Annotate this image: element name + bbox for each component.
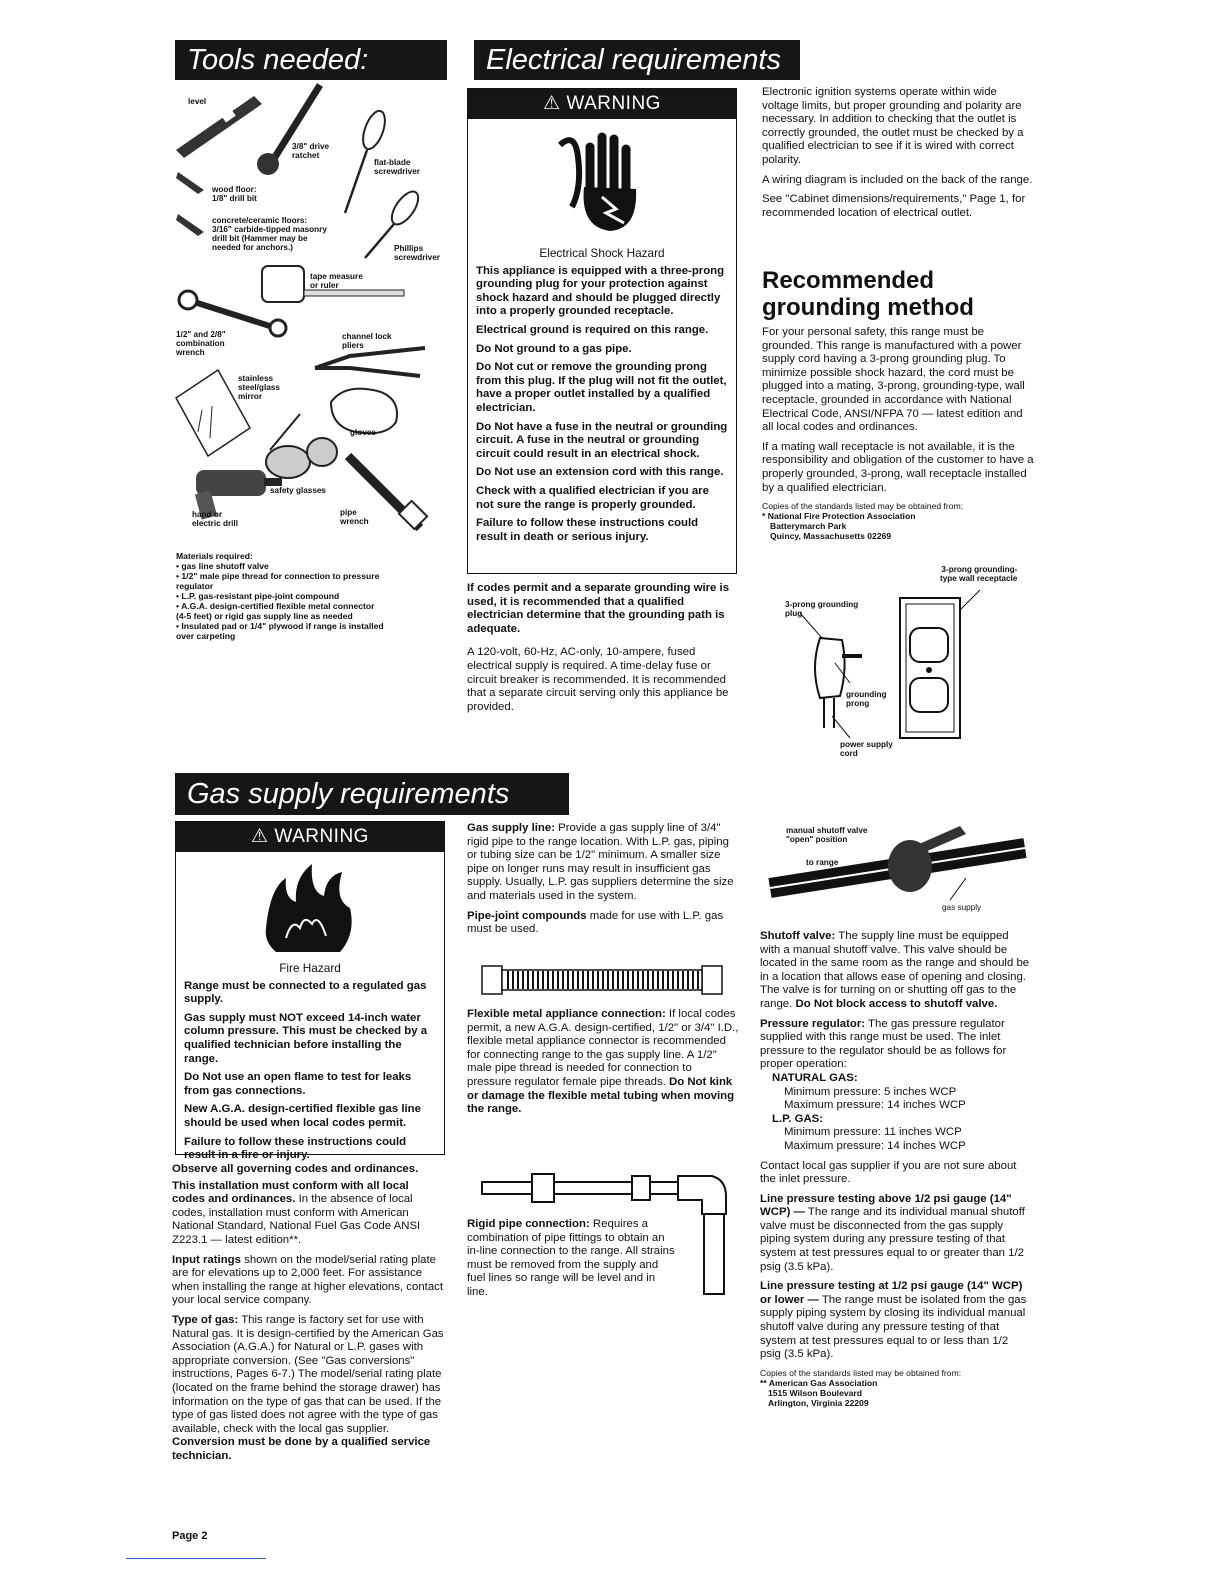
label-level: level [188,97,207,106]
material-item: • 1/2" male pipe thread for connection to pressure regulator [176,571,380,591]
pipe-joint-bold: Pipe-joint compounds [467,909,587,922]
grounding-addr3: Quincy, Massachusetts 02269 [770,531,892,542]
shutoff-bold: Shutoff valve: [760,930,836,942]
label-to-range: to range [806,858,839,867]
footer-rule [126,1558,266,1559]
supply-text: A 120-volt, 60-Hz, AC-only, 10-ampere, fused electrical supply is required. A time-delay fuse or circuit breaker is recommended. It is recommended that a separate circuit serving only this appliance be provided. [467,646,729,713]
label-safety-glasses: safety glasses [270,486,326,495]
conform-bold: This installation must conform with all local codes and ordinances. [172,1179,409,1206]
electrical-heading [474,40,804,80]
electrical-warning-item: Do Not cut or remove the grounding prong from this plug. If the plug will not fit the outlet, have a proper outlet installed by a qualified electrician. [476,361,727,414]
grounding-addr1: * National Fire Protection Association [762,511,916,522]
natural-gas-max: Maximum pressure: 14 inches WCP [784,1099,966,1112]
label-channel-lock: channel lock pliers [342,332,392,350]
supply-line-rest: Provide a gas supply line of 3/4" rigid pipe to the range location. With L.P. gas, piping or tubing size can be 1/2" minimum. A smaller size pipe on longer runs may result in insufficient gas supply. Usually, L.P. gas suppliers determine the size and materials used in the system. [467,822,734,902]
regulator-bold: Pressure regulator: [760,1017,866,1030]
tools-heading-text: Tools needed: [187,44,369,76]
electrical-warning-header [468,89,736,119]
flexible-connector-diagram [482,960,722,1000]
rigid-bold: Rigid pipe connection: [467,1218,590,1230]
above-rest: The range and its individual manual shutoff valve must be disconnected from the gas supply piping system during any pressure testing of that system at test pressures equal to or greater than 1/2 psig (3.5 kPa). [760,1206,1025,1273]
label-tape: tape measure or ruler [310,272,363,290]
gas-warning-box [175,821,445,1162]
material-item: • gas line shutoff valve [176,561,269,571]
electrical-heading-text: Electrical requirements [486,44,781,76]
flexible-rest: If local codes permit, a new A.G.A. design-certified, 1/2" or 3/4" I.D., flexible metal appliance connector is recommended for connecting range to the gas supply line. A 1/2" male pipe thread is needed for connection to pressure regulator female pipe threads. [467,1008,739,1088]
ratchet-icon [250,80,330,180]
grounding-heading [762,267,974,321]
natural-gas-label: NATURAL GAS: [772,1071,858,1084]
electrical-warning-item: Check with a qualified electrician if you are not sure the range is properly grounded. [476,484,709,511]
electrical-warning-item: Electrical ground is required on this range. [476,323,709,336]
flexible-bold: Flexible metal appliance connection: [467,1008,666,1020]
lp-gas-label: L.P. GAS: [772,1112,824,1125]
electrical-warning-item: Do Not ground to a gas pipe. [476,342,632,355]
label-phillips: Phillips screwdriver [394,244,440,262]
gas-warning-item: Range must be connected to a regulated gas supply. [184,979,427,1006]
pipe-joint-para [467,910,739,937]
label-pipe-wrench: pipe wrench [340,508,369,526]
grounding-heading-line1: Recommended [762,267,935,294]
natural-gas-min: Minimum pressure: 5 inches WCP [784,1085,957,1098]
material-item: • L.P. gas-resistant pipe-joint compound [176,591,340,601]
supply-line-para [467,822,739,904]
input-para [172,1254,444,1308]
electrical-warning-item: Do Not use an extension cord with this range. [476,466,724,479]
at-bold: Line pressure testing at 1/2 psi gauge (14" WCP) or lower — [760,1280,1023,1306]
label-mirror: stainless steel/glass mirror [238,374,280,401]
drill-bit-icon [176,170,206,194]
gas-warning-item: New A.G.A. design-certified flexible gas line should be used when local codes permit. [184,1103,421,1129]
rigid-para [467,1218,675,1306]
regulator-para [760,1018,1032,1072]
above-para [760,1193,1032,1275]
gas-heading [175,773,573,815]
shutoff-bold2: Do Not block access to shutoff valve. [795,997,998,1010]
gas-addr3: Arlington, Virginia 22209 [768,1397,869,1408]
cabinet-text: See "Cabinet dimensions/requirements," Page 1, for recommended location of electrical outlet. [762,193,1026,219]
type-bold: Type of gas: [172,1313,239,1326]
input-rest: shown on the model/serial rating plate are for elevations up to 2,000 feet. For assistance when installing the range at higher elevations, contact your local service company. [172,1253,444,1307]
label-wood-floor: wood floor: 1/8" drill bit [212,185,257,203]
masonry-bit-icon [176,212,206,236]
label-prong: grounding prong [846,690,887,708]
material-item: • A.G.A. design-certified flexible metal connector (4-5 feet) or rigid gas supply line as needed [176,601,375,621]
conform-para [172,1180,444,1248]
page-number: Page 2 [172,1530,208,1542]
rigid-rest: Requires a combination of pipe fittings to obtain an in-line connection to the range. All strains must be removed from the supply and fuel lines so range will be level and in line. [467,1218,675,1298]
gas-copies: Copies of the standards listed may be obtained from: [760,1367,962,1378]
label-cord: power supply cord [840,740,893,758]
grounding-text [762,326,1034,541]
warning-triangle-icon: ⚠ [543,93,561,114]
flexible-bold2: Do Not kink or damage the flexible metal tubing when moving the range. [467,1075,735,1116]
electrical-text-col [467,582,739,720]
gas-addr1: ** American Gas Association [760,1377,878,1388]
electrical-right-col [762,86,1034,226]
type-rest: This range is factory set for use with Natural gas. It is design-certified by the American Gas Association (A.G.A.) for Natural or L.P. gases with appropriate conversion. (See "Gas conversions" instructions, Pages 6-7.) The model/serial rating plate (located on the frame behind the storage drawer) has information on the type of gas that can be used. If the type of gas listed does not agree with the type of gas available, check with the local gas supplier. [172,1313,444,1435]
electrical-warning-item: Do Not have a fuse in the neutral or grounding circuit. A fuse in the neutral or grounding circuit could result in an electrical shock. [476,420,728,460]
separate-wire-text: If codes permit and a separate grounding wire is used, it is recommended that a qualified electrician determine that the grounding path is adequate. [467,582,730,635]
grounding-p1: For your personal safety, this range must be grounded. This range is manufactured with a power supply cord having a 3-prong grounding plug. To minimize possible shock hazard, the cord must be plugged into a mating, 3-prong, grounding-type, wall receptacle, grounded in accordance with National Electrical Code, ANSI/NFPA 70 — latest edition and all local codes and ordinances. [762,326,1025,434]
fire-hazard-icon [256,858,366,958]
materials-title: Materials required: [176,551,253,561]
supply-line-bold: Gas supply line: [467,822,555,834]
ignition-text: Electronic ignition systems operate within wide voltage limits, but proper grounding and polarity are necessary. In addition to checking that the outlet is correctly grounded, the outlet must be checked by a qualified electrician to see if it is wired with correct polarity. [762,86,1024,166]
lp-gas-max: Maximum pressure: 14 inches WCP [784,1139,966,1152]
label-flat-blade: flat-blade screwdriver [374,158,420,176]
grounding-copies: Copies of the standards listed may be obtained from: [762,501,964,512]
type-para [172,1314,444,1436]
gas-warning-item: Do Not use an open flame to test for leaks from gas connections. [184,1071,412,1097]
tools-heading [175,40,447,80]
shutoff-rest: The supply line must be equipped with a manual shutoff valve. This valve should be located in the same room as the range and should be in a location that allows ease of opening and closing. The valve is for turning on or shutting off gas to the range. [760,930,1030,1010]
gas-warning-header [176,822,444,852]
contact-text: Contact local gas supplier if you are not sure about the inlet pressure. [760,1159,1017,1186]
electrical-warning-item: Failure to follow these instructions could result in death or serious injury. [476,517,699,543]
label-drill: hand or electric drill [192,510,238,528]
electrical-warning-label: WARNING [566,93,661,114]
receptacle-diagram [790,568,1040,768]
grounding-p2: If a mating wall receptacle is not available, it is the responsibility and obligation of the customer to have a properly grounded, 3-prong, wall receptacle installed by a qualified electrician. [762,440,1034,494]
wiring-text: A wiring diagram is included on the back of the range. [762,173,1033,186]
input-bold: Input ratings [172,1253,241,1266]
gas-hazard-title: Fire Hazard [279,961,341,975]
flexible-para [467,1008,739,1123]
conform-rest: In the absence of local codes, installation must conform with American National Standard, National Fuel Gas Code ANSI Z223.1 — latest edition**. [172,1193,421,1246]
label-gloves: gloves [350,428,376,437]
gas-right-col [760,930,1032,1408]
conversion-text: Conversion must be done by a qualified service technician. [172,1436,431,1462]
lp-gas-min: Minimum pressure: 11 inches WCP [784,1126,962,1139]
electrical-hazard-title: Electrical Shock Hazard [539,246,665,260]
at-rest: The range must be isolated from the gas supply piping system by closing its individual manual shutoff valve during any pressure testing of that system at test pressures equal to or less than 1/2 psig (3.5 kPa). [760,1293,1027,1361]
materials-list [176,551,426,641]
regulator-rest: The gas pressure regulator supplied with this range must be used. The inlet pressure to the regulator should be as follows for proper operation: [760,1017,1007,1071]
above-bold: Line pressure testing above 1/2 psi gauge (14" WCP) — [760,1192,1012,1219]
gas-left-col [172,1163,444,1469]
gas-middle-col [467,822,739,943]
label-concrete: concrete/ceramic floors: 3/16" carbide-tipped masonry drill bit (Hammer may be needed for anchors.) [212,216,327,252]
electrical-warning-item: This appliance is equipped with a three-prong grounding plug for your protection against shock hazard and should be plugged directly into a properly grounded receptacle. [476,264,725,318]
electrical-shock-icon [550,127,650,237]
label-ratchet: 3/8" drive ratchet [292,142,330,160]
label-receptacle: 3-prong grounding- type wall receptacle [940,565,1018,583]
electrical-warning-box [467,88,737,574]
label-gas-supply: gas supply [942,903,982,912]
gas-warning-item: Gas supply must NOT exceed 14-inch water column pressure. This must be checked by a qualified technician before installing the range. [184,1011,428,1065]
gas-addr2: 1515 Wilson Boulevard [768,1387,863,1398]
pipe-joint-rest: made for use with L.P. gas must be used. [467,909,724,936]
label-valve: manual shutoff valve "open" position [786,826,868,844]
warning-triangle-icon: ⚠ [251,826,269,847]
at-para [760,1280,1032,1362]
gas-heading-text: Gas supply requirements [187,778,510,810]
label-wrench: 1/2" and 2/8" combination wrench [176,330,226,357]
shutoff-para [760,930,1032,1012]
grounding-addr2: Batterymarch Park [770,521,847,532]
label-plug: 3-prong grounding plug [785,600,859,618]
gas-warning-label: WARNING [274,826,369,847]
observe-text: Observe all governing codes and ordinances. [172,1163,419,1175]
gas-warning-item: Failure to follow these instructions could result in a fire or injury. [184,1135,407,1162]
grounding-heading-line2: grounding method [762,294,974,321]
material-item: • Insulated pad or 1/4" plywood if range is installed over carpeting [176,621,384,641]
